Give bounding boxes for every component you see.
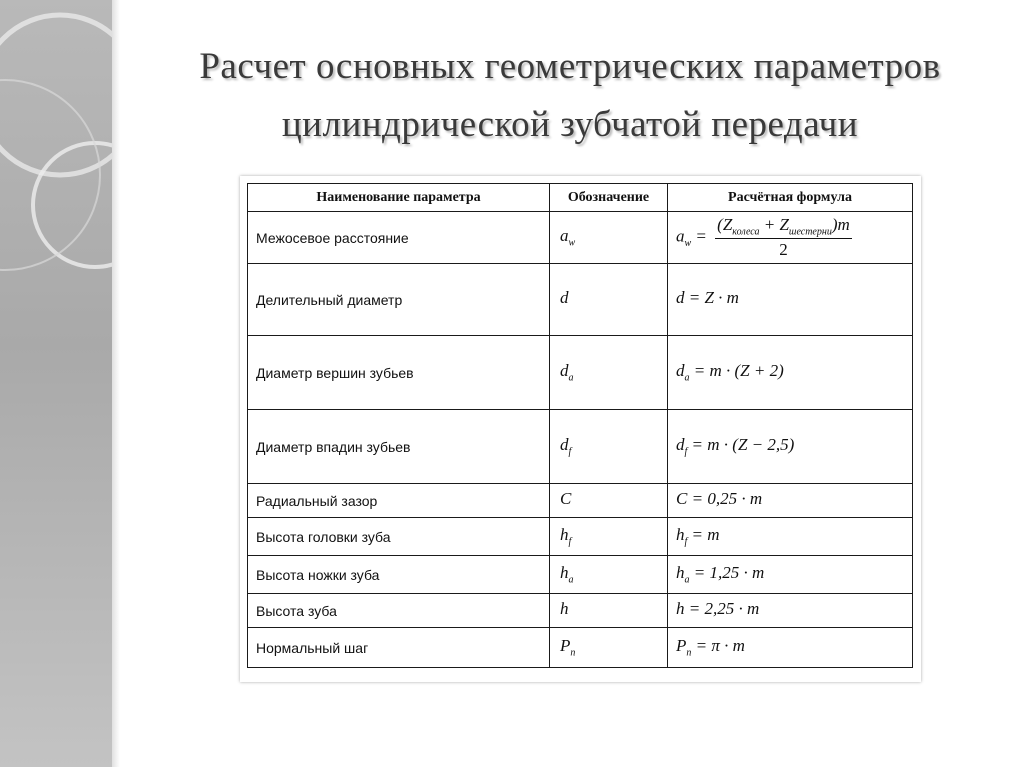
symbol-sub: a [568, 372, 574, 384]
symbol-base: P [560, 636, 571, 656]
table-row [248, 264, 913, 336]
symbol-sub: f [568, 536, 572, 548]
formula-lhs: h [676, 599, 685, 619]
formula-rhs: = π · m [691, 636, 745, 656]
parameters-table [247, 183, 913, 668]
formula-lhs: d [676, 361, 685, 381]
decorative-circles [0, 0, 112, 767]
parameter-formula [668, 264, 913, 336]
parameter-symbol [550, 264, 668, 336]
parameter-name: Диаметр вершин зубьев [248, 336, 550, 410]
formula-lhs-sub: n [686, 647, 692, 659]
formula-lhs: P [676, 636, 687, 656]
symbol-base: d [560, 435, 569, 455]
table-header-row [248, 184, 913, 212]
parameter-name: Высота зуба [248, 594, 550, 628]
parameter-formula [668, 484, 913, 518]
parameter-name: Высота ножки зуба [248, 556, 550, 594]
symbol-sub: n [570, 647, 576, 659]
table-row [248, 484, 913, 518]
parameter-formula [668, 628, 913, 668]
fraction-denominator: 2 [779, 240, 788, 260]
parameter-name: Диаметр впадин зубьев [248, 410, 550, 484]
symbol-base: h [560, 563, 569, 583]
formula-lhs-sub: a [684, 372, 690, 384]
slide-title [130, 38, 1010, 154]
formula-lhs-sub: w [684, 237, 692, 249]
parameter-name: Делительный диаметр [248, 264, 550, 336]
table-row [248, 594, 913, 628]
paren-open: ( [717, 214, 723, 234]
parameter-formula [668, 410, 913, 484]
table-row [248, 410, 913, 484]
symbol-sub: f [568, 446, 572, 458]
formula-lhs-sub: a [684, 574, 690, 586]
decorative-sidebar [0, 0, 112, 767]
formula-lhs: a [676, 226, 685, 246]
table-row [248, 628, 913, 668]
header-formula: Расчётная формула [668, 184, 913, 212]
formula-lhs: d [676, 435, 685, 455]
parameter-symbol [550, 628, 668, 668]
parameter-symbol [550, 594, 668, 628]
fraction-numerator [715, 215, 852, 239]
symbol-base: d [560, 288, 569, 308]
formula-rhs: = m · (Z + 2) [689, 361, 784, 381]
formula-rhs: = Z · m [684, 288, 739, 308]
header-symbol: Обозначение [550, 184, 668, 212]
title-line-2: цилиндрической зубчатой передачи [281, 104, 859, 145]
parameter-name: Радиальный зазор [248, 484, 550, 518]
formula-lhs-sub: f [684, 446, 688, 458]
table-row [248, 518, 913, 556]
formula-rhs: = 2,25 · m [684, 599, 760, 619]
formula-rhs: = 1,25 · m [689, 563, 765, 583]
symbol-sub: w [568, 237, 576, 249]
symbol-base: h [560, 525, 569, 545]
z-pinion-sub: шестерни [788, 226, 832, 238]
z-wheel-sub: колеса [732, 226, 760, 238]
parameter-name: Нормальный шаг [248, 628, 550, 668]
plus-sign: + [759, 214, 780, 234]
symbol-base: h [560, 599, 569, 619]
parameter-formula [668, 556, 913, 594]
table-row [248, 556, 913, 594]
parameter-symbol [550, 212, 668, 264]
z-wheel: Z [722, 214, 733, 234]
formula-lhs: d [676, 288, 685, 308]
z-pinion: Z [779, 214, 789, 234]
parameter-symbol [550, 518, 668, 556]
header-parameter-name: Наименование параметра [248, 184, 550, 212]
parameter-symbol [550, 336, 668, 410]
symbol-base: C [560, 489, 572, 509]
parameter-name: Межосевое расстояние [248, 212, 550, 264]
parameter-symbol [550, 556, 668, 594]
parameter-symbol [550, 410, 668, 484]
parameter-formula [668, 518, 913, 556]
parameters-table-frame [240, 176, 921, 682]
table-row [248, 336, 913, 410]
symbol-base: d [560, 361, 569, 381]
formula-lhs-sub: f [684, 536, 688, 548]
symbol-sub: a [568, 574, 574, 586]
sidebar-shadow [112, 0, 120, 767]
title-line-1: Расчет основных геометрических параметров [199, 46, 941, 87]
paren-close-m: )m [831, 214, 850, 234]
formula-rhs: = 0,25 · m [687, 489, 763, 509]
parameter-name: Высота головки зуба [248, 518, 550, 556]
parameter-formula: $a_w$ = $\frac{(Z_{колеса} + Z_{шестерни})m}{2}$ [668, 212, 913, 264]
formula-rhs: = m · (Z − 2,5) [687, 435, 795, 455]
symbol-base: a [560, 226, 569, 246]
formula-lhs: C [676, 489, 688, 509]
parameter-symbol [550, 484, 668, 518]
parameter-formula [668, 594, 913, 628]
parameter-formula [668, 336, 913, 410]
formula-rhs: = m [687, 525, 720, 545]
formula-lhs: h [676, 525, 685, 545]
formula-fraction [715, 215, 852, 260]
formula-lhs: h [676, 563, 685, 583]
table-row [248, 212, 913, 264]
